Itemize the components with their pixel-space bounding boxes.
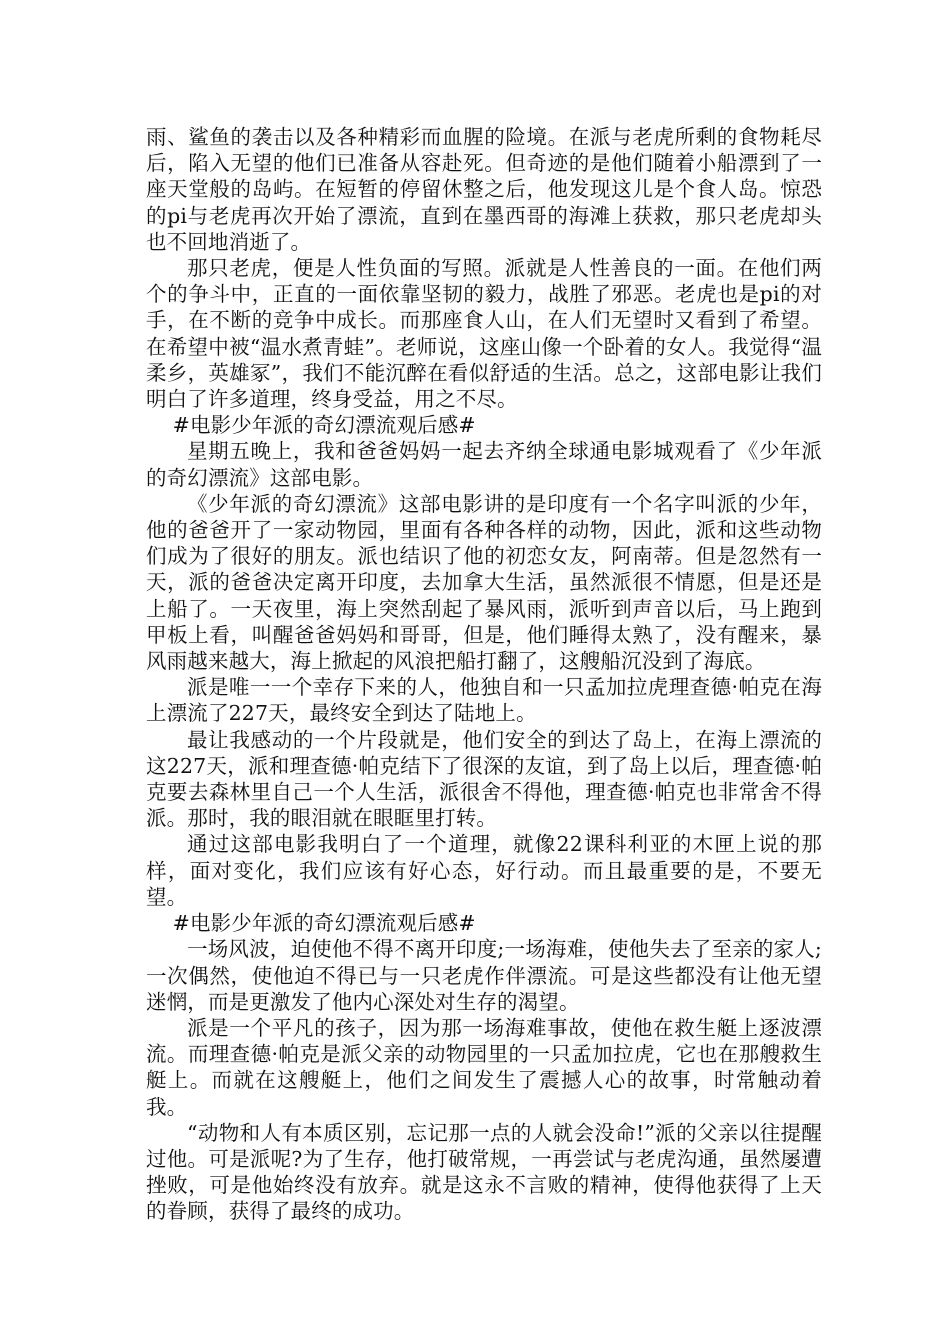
paragraph: 那只老虎，便是人性负面的写照。派就是人性善良的一面。在他们两个的争斗中，正直的一面依靠坚韧的毅力，战胜了邪恶。老虎也是pi的对手，在不断的竞争中成长。而那座食人山，在人们无望时又看到了希望。在希望中被“温水煮青蛙”。老师说，这座山像一个卧着的女人。我觉得“温柔乡，英雄冢”，我们不能沉醉在看似舒适的生活。总之，这部电影让我们明白了许多道理，终身受益，用之不尽。 <box>146 256 822 412</box>
section-heading: #电影少年派的奇幻漂流观后感# <box>172 413 476 438</box>
paragraph-continued: 雨、鲨鱼的袭击以及各种精彩而血腥的险境。在派与老虎所剩的食物耗尽后，陷入无望的他们已准备从容赴死。但奇迹的是他们随着小船漂到了一座天堂般的岛屿。在短暂的停留休整之后，他发现这儿是个食人岛。惊恐的pi与老虎再次开始了漂流，直到在墨西哥的海滩上获救，那只老虎却头也不回地消逝了。 <box>146 125 822 254</box>
paragraph: 星期五晚上，我和爸爸妈妈一起去齐纳全球通电影城观看了《少年派的奇幻漂流》这部电影。 <box>146 439 822 490</box>
paragraph: 最让我感动的一个片段就是，他们安全的到达了岛上，在海上漂流的这227天，派和理查德·帕克结下了很深的友谊，到了岛上以后，理查德·帕克要去森林里自己一个人生活，派很舍不得他，理查德·帕克也非常舍不得派。那时，我的眼泪就在眼眶里打转。 <box>146 727 822 831</box>
paragraph: 派是唯一一个幸存下来的人，他独自和一只孟加拉虎理查德·帕克在海上漂流了227天，最终安全到达了陆地上。 <box>146 675 822 726</box>
paragraph: “动物和人有本质区别，忘记那一点的人就会没命!”派的父亲以往提醒过他。可是派呢?为了生存，他打破常规，一再尝试与老虎沟通，虽然屡遭挫败，可是他始终没有放弃。就是这永不言败的精神，使得他获得了上天的眷顾，获得了最终的成功。 <box>146 1120 822 1224</box>
paragraph: 派是一个平凡的孩子，因为那一场海难事故，使他在救生艇上逐波漂流。而理查德·帕克是派父亲的动物园里的一只孟加拉虎，它也在那艘救生艇上。而就在这艘艇上，他们之间发生了震撼人心的故事，时常触动着我。 <box>146 1015 822 1119</box>
section-heading: #电影少年派的奇幻漂流观后感# <box>172 911 476 936</box>
paragraph: 《少年派的奇幻漂流》这部电影讲的是印度有一个名字叫派的少年，他的爸爸开了一家动物园，里面有各种各样的动物，因此，派和这些动物们成为了很好的朋友。派也结识了他的初恋女友，阿南蒂。但是忽然有一天，派的爸爸决定离开印度，去加拿大生活，虽然派很不情愿，但是还是上船了。一天夜里，海上突然刮起了暴风雨，派听到声音以后，马上跑到甲板上看，叫醒爸爸妈妈和哥哥，但是，他们睡得太熟了，没有醒来，暴风雨越来越大，海上掀起的风浪把船打翻了，这艘船沉没到了海底。 <box>146 491 822 674</box>
paragraph: 通过这部电影我明白了一个道理，就像22课科利亚的木匣上说的那样，面对变化，我们应该有好心态，好行动。而且最重要的是，不要无望。 <box>146 832 822 909</box>
document-body <box>146 124 822 1225</box>
paragraph: 一场风波，迫使他不得不离开印度;一场海难，使他失去了至亲的家人;一次偶然，使他迫不得已与一只老虎作伴漂流。可是这些都没有让他无望迷惘，而是更激发了他内心深处对生存的渴望。 <box>146 937 822 1014</box>
